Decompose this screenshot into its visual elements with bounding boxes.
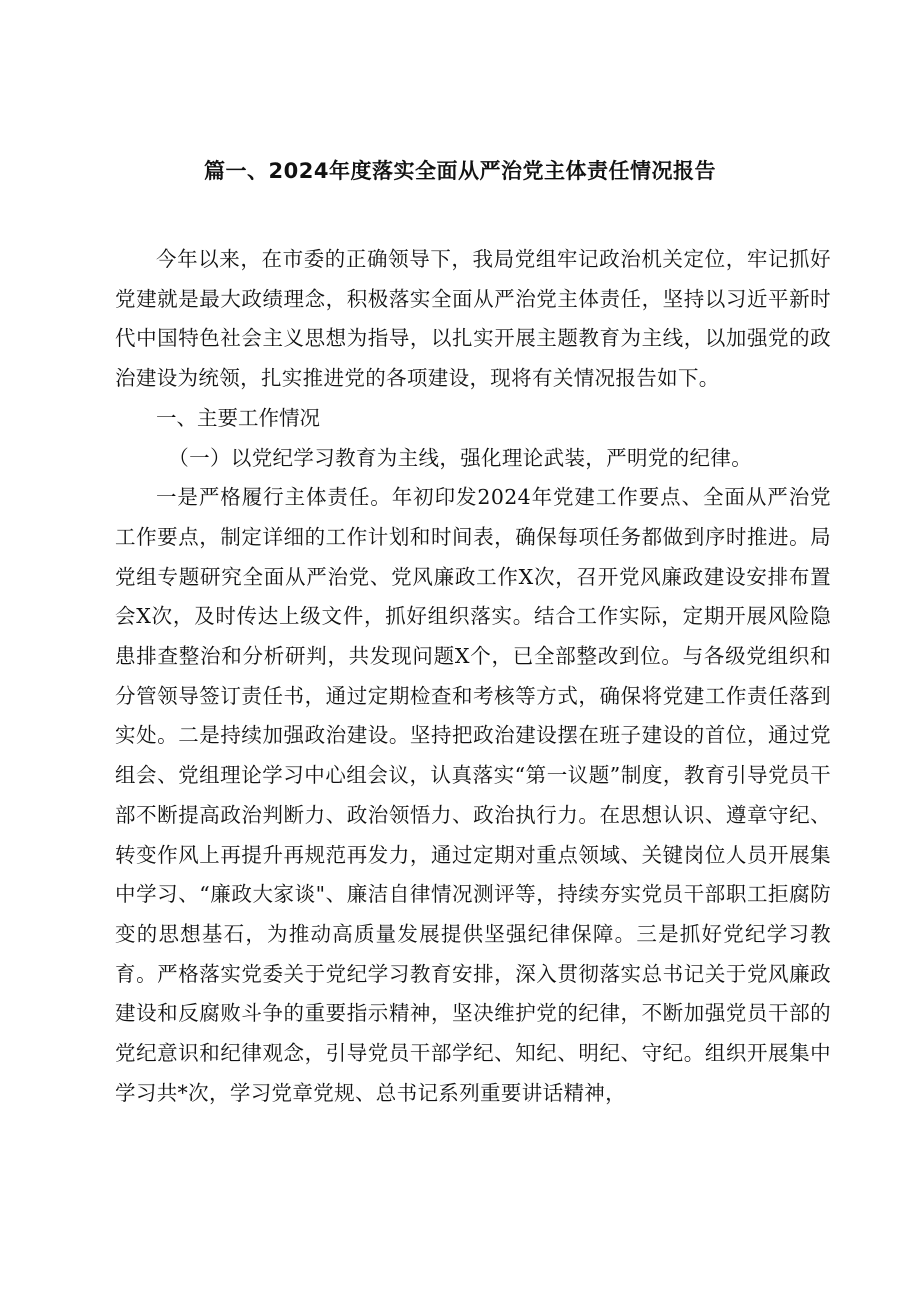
- intro-paragraph: 今年以来，在市委的正确领导下，我局党组牢记政治机关定位，牢记抓好党建就是最大政绩理念，积极落实全面从严治党主体责任，坚持以习近平新时代中国特色社会主义思想为指导，以扎实开展主题教育为主线，以加强党的政治建设为统领，扎实推进党的各项建设，现将有关情况报告如下。: [115, 247, 831, 391]
- document-body: [115, 240, 831, 1113]
- subsection-body-paragraph: 一是严格履行主体责任。年初印发2024年党建工作要点、全面从严治党工作要点，制定详细的工作计划和时间表，确保每项任务都做到序时推进。局党组专题研究全面从严治党、党风廉政工作X次，召开党风廉政建设安排布置会X次，及时传达上级文件，抓好组织落实。结合工作实际，定期开展风险隐患排查整治和分析研判，共发现问题X个，已全部整改到位。与各级党组织和分管领导签订责任书，通过定期检查和考核等方式，确保将党建工作责任落到实处。二是持续加强政治建设。坚持把政治建设摆在班子建设的首位，通过党组会、党组理论学习中心组会议，认真落实“第一议题”制度，教育引导党员干部不断提高政治判断力、政治领悟力、政治执行力。在思想认识、遵章守纪、转变作风上再提升再规范再发力，通过定期对重点领域、关键岗位人员开展集中学习、“廉政大家谈"、廉洁自律情况测评等，持续夯实党员干部职工拒腐防变的思想基石，为推动高质量发展提供坚强纪律保障。三是抓好党纪学习教育。严格落实党委关于党纪学习教育安排，深入贯彻落实总书记关于党风廉政建设和反腐败斗争的重要指示精神，坚决维护党的纪律，不断加强党员干部的党纪意识和纪律观念，引导党员干部学纪、知纪、明纪、守纪。组织开展集中学习共*次，学习党章党规、总书记系列重要讲话精神，: [115, 485, 831, 1105]
- section-heading-main-work: 一、主要工作情况: [156, 405, 320, 430]
- document-title: 篇一、2024年度落实全面从严治党主体责任情况报告: [204, 159, 716, 183]
- subsection-heading-party-discipline: （一）以党纪学习教育为主线，强化理论武装，严明党的纪律。: [168, 445, 753, 470]
